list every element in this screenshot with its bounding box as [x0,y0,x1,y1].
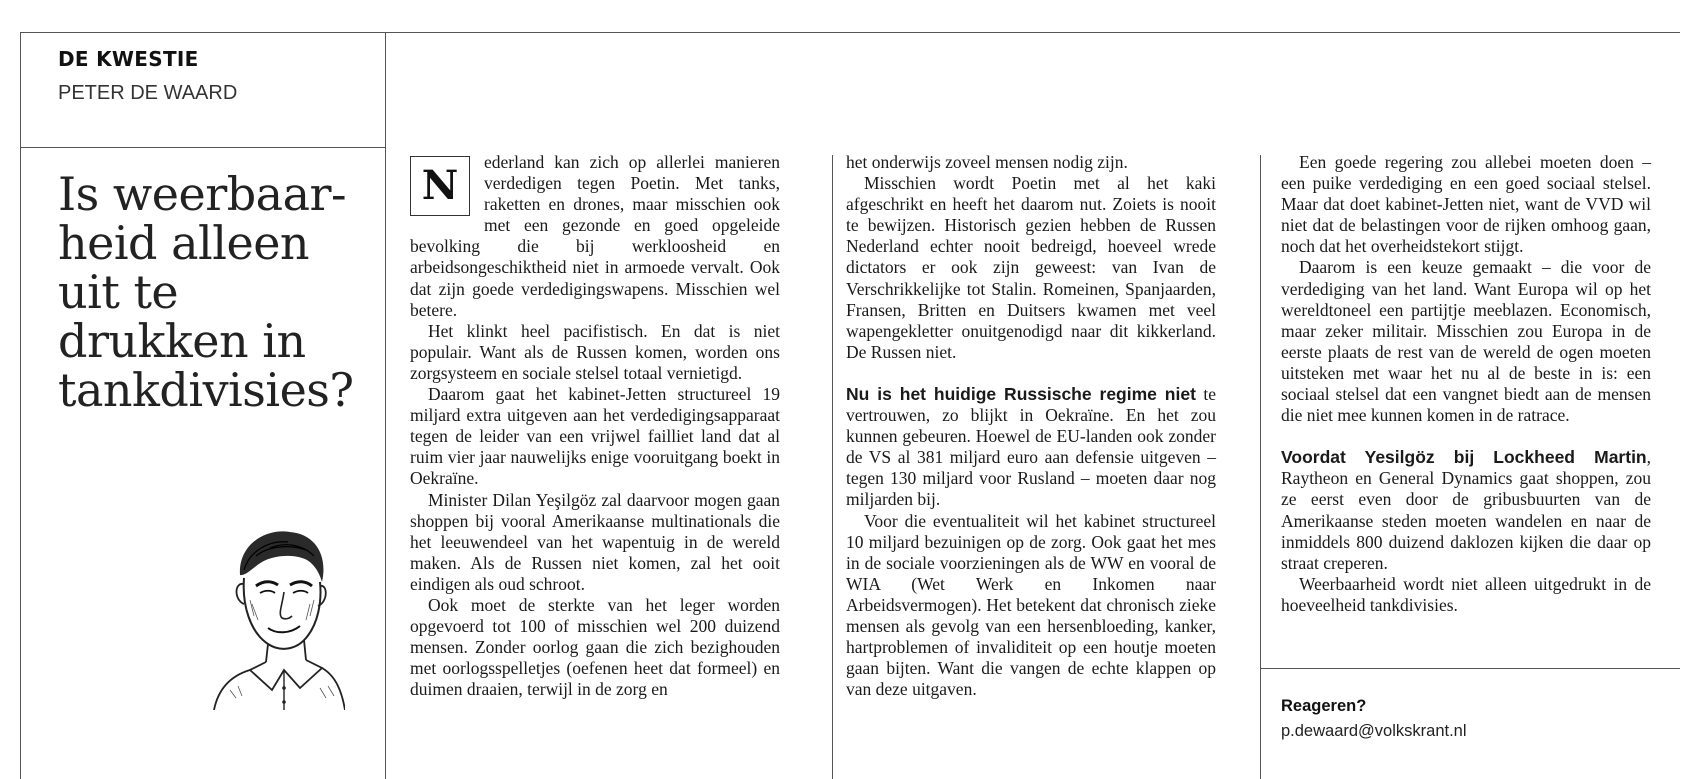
column-rule-1 [832,155,833,779]
author-byline: PETER DE WAARD [58,82,238,104]
paragraph: Een goede regering zou allebei moeten doen – een puike verdediging en een goed sociaal stelsel. Maar dat doet kabinet-Jetten niet, want de VVD wil niet dat de belastingen voor de rijken omhoog gaan, noch dat het overheidstekort stijgt. [1281,152,1651,257]
top-rule [20,32,1680,33]
column-rule-2 [1260,155,1261,779]
section-kicker: DE KWESTIE [58,47,199,71]
paragraph: ederland kan zich op allerlei manieren verdedigen tegen Poetin. Met tanks, raketten en drones, maar misschien ook met een gezonde en goed opgeleide bevolking die bij werkloosheid en arbeidsongeschiktheid niet in armoede vervalt. Ook dat zijn goede verdedigingswapens. Misschien wel betere. [410,152,780,320]
headline: Is weerbaar-heid alleen uit te drukken in tankdivisies? [58,167,354,417]
author-portrait-illustration [210,520,345,710]
paragraph: Weerbaarheid wordt niet alleen uitgedrukt in de hoeveelheid tankdivisies. [1281,573,1651,615]
paragraph: Misschien wordt Poetin met al het kaki afgeschrikt en heeft het daarom nut. Zoiets is nooit te bewijzen. Historisch gezien hebben de Russen Nederland echter nooit bedreigd, hoeveel wrede dictators er ook zijn geweest: van Ivan de Verschrikkelijke tot Stalin. Romeinen, Spanjaarden, Fransen, Britten en Duitsers kwamen met veel wapengekletter onuitgenodigd naar dit kikkerland. De Russen niet. [846,173,1216,362]
paragraph [1281,447,1651,574]
left-frame-rule [20,32,21,779]
reageren-divider [1260,668,1680,669]
paragraph: Ook moet de sterkte van het leger worden opgevoerd tot 100 of misschien wel 200 duizend mensen. Zonder oorlog gaan die zich bezighouden met oorlogsspelletjes (oefenen heet dat formeel) en duimen draaien, terwijl in de zorg en [410,594,780,700]
paragraph: Daarom is een keuze gemaakt – die voor de verdediging van het land. Want Europa wil op het wereldtoneel een partijtje meeblazen. Economisch, maar zeker militair. Misschien zou Europa in de eerste plaats de rest van de wereld de ogen moeten uitsteken met waar het nu al de beste in is: een sociaal stelsel dat een vangnet biedt aan de mensen die niet mee kunnen komen in de ratrace. [1281,257,1651,426]
dropcap: N [410,156,470,216]
header-divider-horizontal [20,147,385,148]
lead-in: Nu is het huidige Russische regime niet [846,383,1196,404]
paragraph-text: , Raytheon en General Dynamics gaat shoppen, zou ze eerst even door de gribusbuurten van de Amerikaanse steden moeten wandelen en naar de inmiddels 800 duizend daklozen kijken die daar op straat creperen. [1281,447,1651,573]
author-email-link[interactable]: p.dewaard@volkskrant.nl [1281,722,1467,740]
paragraph: het onderwijs zoveel mensen nodig zijn. [846,152,1128,172]
paragraph [846,384,1216,511]
paragraph-text: te vertrouwen, zo blijkt in Oekraïne. En het zou kunnen gebeuren. Hoewel de EU-landen ook zonder de VS al 381 miljard euro aan defensie uitgeven – tegen 130 miljard voor Rusland – moeten daar nog miljarden bij. [846,383,1216,510]
lead-in: Voordat Yesilgöz bij Lockheed Martin [1281,447,1647,468]
reageren-label: Reageren? [1281,697,1367,715]
article-column-2 [846,152,1216,700]
header-divider-vertical [385,32,386,779]
paragraph: Minister Dilan Yeşilgöz zal daarvoor mogen gaan shoppen bij vooral Amerikaanse multinationals die het leeuwendeel van het wapentuig in de wereld maken. Als de Russen niet komen, zal het ooit eindigen als oud schroot. [410,489,780,594]
paragraph: Het klinkt heel pacifistisch. En dat is niet populair. Want als de Russen komen, worden ons zorgsysteem en sociale stelsel totaal vernietigd. [410,320,780,383]
article-column-3 [1281,152,1651,616]
paragraph: Voor die eventualiteit wil het kabinet structureel 10 miljard bezuinigen op de zorg. Ook gaat het mes in de sociale voorzieningen als de WW en vooral de WIA (Wet Werk en Inkomen naar Arbeidsvermogen). Het betekent dat chronisch zieke mensen als gevolg van een hersenbloeding, kanker, hartproblemen of invaliditeit op een houtje moeten gaan bijten. Want die vangen de echte klappen op van deze uitgaven. [846,510,1216,700]
paragraph: Daarom gaat het kabinet-Jetten structureel 19 miljard extra uitgeven aan het verdedigingsapparaat tegen de leider van een vrijwel failliet land dat al ruim vier jaar nauwelijks enige vooruitgang boekt in Oekraïne. [410,384,780,489]
article-column-1 [410,152,780,700]
